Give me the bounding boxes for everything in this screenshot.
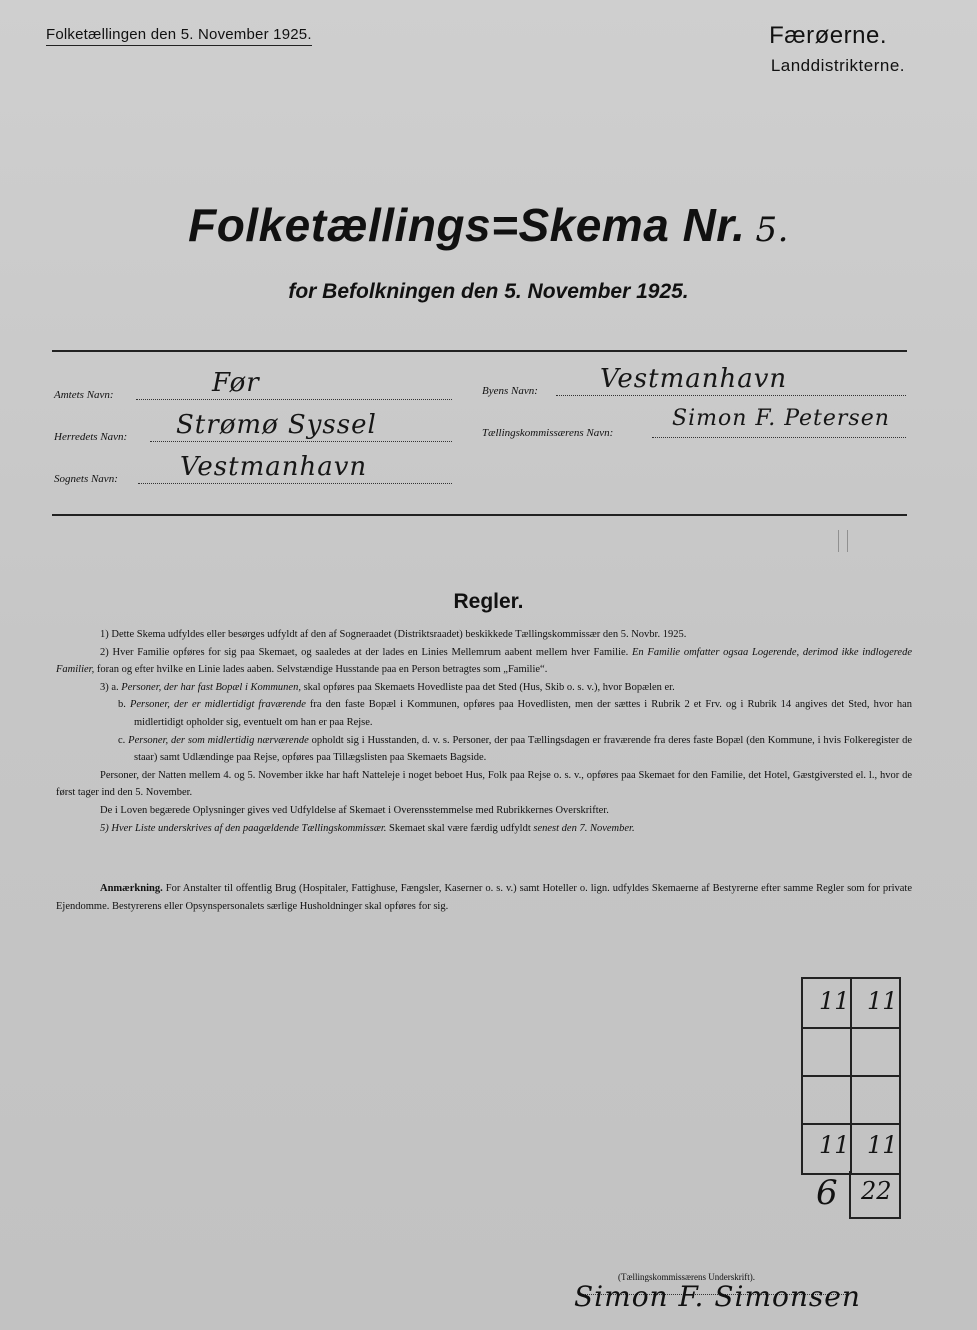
field-byens-value: Vestmanhavn [600,364,788,394]
divider-bottom [52,514,907,516]
rule-3c [56,732,912,767]
field-sogn-line [138,483,452,484]
field-herred [54,431,127,443]
field-herred-line [150,441,452,442]
field-sogn-label: Sognets Navn: [54,473,118,485]
tally-row-divider [803,1123,899,1125]
field-amt-label: Amtets Navn: [54,389,114,401]
tally-extra-mark: 6 [816,1173,838,1213]
form-title [0,198,977,252]
field-byens-label: Byens Navn: [482,385,538,397]
rule-3a [56,679,912,697]
rule-3b-pre: b. [118,699,130,711]
rule-3b-post: fra den faste Bopæl i Kommunen, opføres paa Hovedlisten, men der sættes i Rubrik 2 et Frv. og i Rubrik 14 angives det Sted, hvor han midlertidigt opholder sig, eventuelt om han er paa Rejse. [134,699,913,728]
field-kommissaer-label: Tællingskommissærens Navn: [482,427,614,439]
tally-cell-r4c1: 11 [819,1131,850,1159]
divider-top [52,350,907,352]
field-kommissaer-value: Simon F. Petersen [672,406,890,431]
field-kommissaer-line [652,437,906,438]
tally-total-box [849,1171,901,1219]
signature-label: (Tællingskommissærens Underskrift). [618,1272,755,1282]
rule-2a: 2) Hver Familie opføres for sig paa Skemaet, og saaledes at der lades en Linies Mellemrum aabent mellem hver Familie. [100,646,633,658]
rule-3a-it: Personer, der har fast Bopæl i Kommunen, [121,681,301,693]
field-sogn [54,473,118,485]
tally-cell-r1c2: 11 [867,987,898,1015]
field-sogn-value: Vestmanhavn [180,452,368,482]
tally-cell-r4c2: 11 [867,1131,898,1159]
rule-3a-post: skal opføres paa Skemaets Hovedliste paa det Sted (Hus, Skib o. s. v.), hvor Bopælen er. [300,681,675,693]
tally-grid [801,977,901,1175]
field-byens [482,385,538,397]
annotation-note [56,880,912,915]
rule-5b: Skemaet skal være færdig udfyldt [386,822,534,834]
rule-3b-it: Personer, der er midlertidigt fraværende [129,699,306,711]
rule-5c: senest den 7. November. [533,822,635,834]
rule-5 [56,820,912,838]
field-byens-line [556,395,906,396]
field-amt-line [136,399,452,400]
bleed-through-texture [294,917,827,1153]
signature-value: Simon F. Simonsen [574,1280,861,1313]
field-amt-value: Før [212,368,260,398]
paper-mark [838,530,848,552]
tally-cell-r1c1: 11 [819,987,850,1015]
region-title: Færøerne. [769,22,887,49]
tally-row-divider [803,1075,899,1077]
annotation-text: For Anstalter til offentlig Brug (Hospitaler, Fattighuse, Fængsler, Kaserner o. s. v.) samt Hoteller o. lign. udfyldes Skemaerne af Bestyrerne efter samme Regler som for private Ejendomme. Bestyrerens eller Opsynspersonalets særlige Husholdninger skal opføres for sig. [56,883,912,912]
rule-2b: En Familie omfatter ogsaa Logerende, derimod ikke indlogerede Familier, [56,646,912,676]
rule-3d: Personer, der Natten mellem 4. og 5. November ikke har haft Natteleje i noget beboet Hus, Folk paa Rejse o. s. v., opføres paa Skemaet for den Familie, det Hotel, Gæstgiversted el. l., hvor de først tager ind den 5. November. [56,769,912,799]
region-subtitle: Landdistrikterne. [770,56,905,75]
rule-3c-post: opholdt sig i Husstanden, d. v. s. Personer, der paa Tællingsdagen er fraværende fra deres faste Bopæl (den Kommune, i hvis Folkeregister de staar) samt Udlændinge paa Rejse, opføres paa Tillægslisten paa Skemaets Bagside. [134,734,912,764]
rule-3b [56,696,912,731]
rule-1: 1) Dette Skema udfyldes eller besørges udfyldt af den af Sogneraadet (Distriktsraadet) beskikkede Tællingskommissær den 5. Novbr. 1925. [100,629,687,640]
rule-4: De i Loven begærede Oplysninger gives ved Udfyldelse af Skemaet i Overensstemmelse med Rubrikkernes Overskrifter. [100,804,609,816]
field-amt [54,389,114,401]
rule-3c-pre: c. [118,734,129,746]
form-number: 5. [755,210,789,250]
rule-2c: foran og efter hvilke en Linie lades aaben. Selvstændige Husstande paa en Person betragtes som „Familie“. [94,664,548,676]
rule-3a-pre: 3) a. [100,681,122,693]
field-kommissaer [482,427,613,439]
tally-total-value: 22 [861,1177,892,1205]
annotation-label: Anmærkning. [100,883,163,894]
rules-text [56,626,912,837]
form-title-text: Folketællings=Skema Nr. [188,199,746,251]
rule-2 [56,644,912,679]
rule-3c-it: Personer, der som midlertidig nærværende [128,734,309,746]
tally-row-divider [803,1027,899,1029]
field-herred-label: Herredets Navn: [54,431,128,443]
field-herred-value: Strømø Syssel [176,410,377,440]
rule-5a: 5) Hver Liste underskrives af den paagældende Tællingskommissær. [100,822,387,834]
form-subtitle: for Befolkningen den 5. November 1925. [288,280,689,303]
rules-heading: Regler. [453,590,524,613]
census-date-header: Folketællingen den 5. November 1925. [46,26,312,46]
